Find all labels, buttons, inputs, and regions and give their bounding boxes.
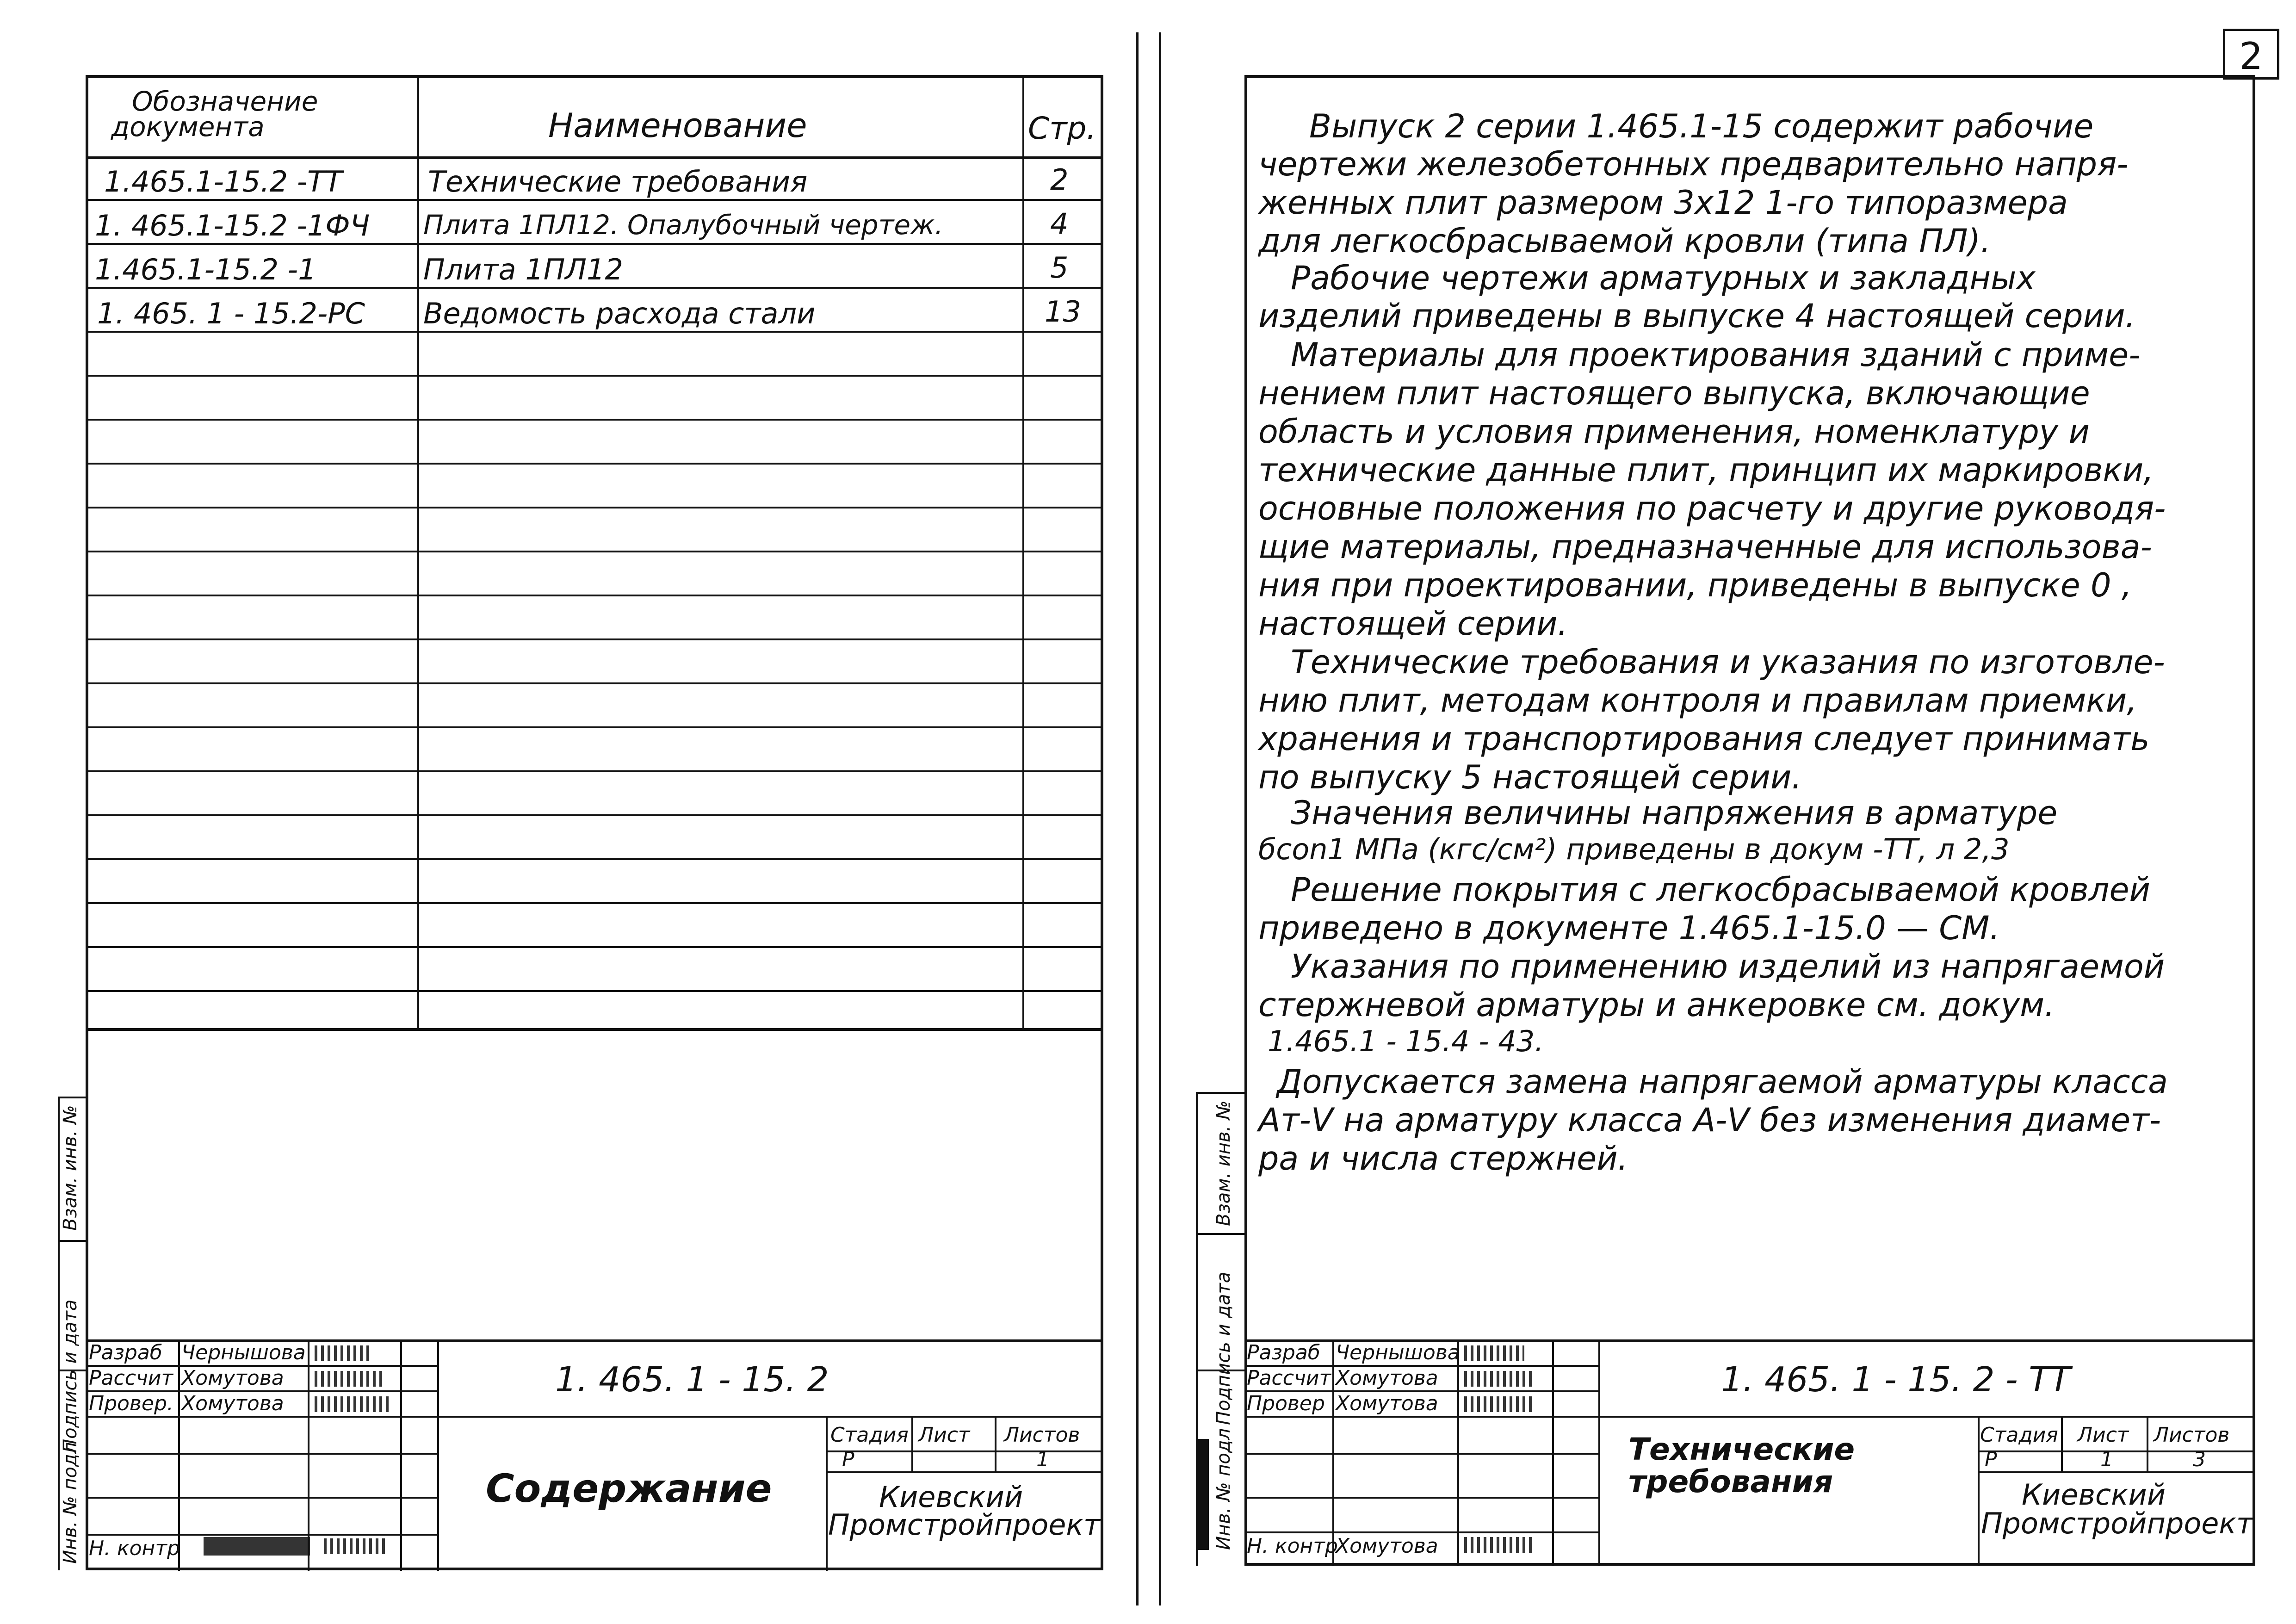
text-line-6: изделий приведены в выпуске 4 настоящей серии.: [1258, 297, 2135, 335]
ltb-c2: [308, 1339, 309, 1571]
row-line-3: [86, 287, 1103, 289]
text-line-7: Материалы для проектирования зданий с приме-: [1291, 336, 2141, 374]
ltb-title: Содержание: [486, 1466, 772, 1511]
rtb-title-l1: Технические: [1628, 1432, 1855, 1467]
text-line-23: Указания по применению изделий из напрягаемой: [1291, 948, 2165, 986]
text-line-20: бcon1 МПа (кгс/см²) приведены в докум -ТТ, л 2,3: [1258, 832, 2010, 866]
text-line-16: нию плит, методам контроля и правилам приемки,: [1258, 682, 2137, 719]
rtb-signature-1: [1464, 1345, 1524, 1361]
page-number-text: 2: [2239, 35, 2263, 78]
rtb-sheet: 1: [2100, 1448, 2113, 1471]
right-binding-ink: [1197, 1439, 1209, 1550]
text-line-21: Решение покрытия с легкосбрасываемой кровлей: [1291, 871, 2151, 909]
right-side-label-sign: Подпись и дата: [1213, 1271, 1234, 1425]
row-line-17: [86, 902, 1103, 904]
rtb-c5: [1978, 1416, 1980, 1566]
rtb-signature-6: [1464, 1537, 1534, 1553]
ltb-stage-c2: [995, 1416, 996, 1471]
ltb-stage-label: Стадия: [830, 1423, 909, 1447]
row-2-name: Плита 1ПЛ12. Опалубочный чертеж.: [423, 209, 943, 241]
ltb-name-2: Хомутова: [181, 1366, 284, 1390]
row-line-5: [86, 375, 1103, 377]
text-line-15: Технические требования и указания по изготовле-: [1291, 643, 2165, 681]
ltb-role-1: Разраб: [89, 1341, 162, 1364]
text-line-17: хранения и транспортирования следует принимать: [1258, 720, 2150, 758]
ltb-r6: [86, 1534, 437, 1536]
row-line-1: [86, 199, 1103, 201]
rtb-stage-row2: [1978, 1471, 2255, 1473]
table-bottom: [86, 1028, 1103, 1031]
ltb-sheet-label: Лист: [918, 1423, 970, 1447]
text-line-13: ния при проектировании, приведены в выпуске 0 ,: [1258, 566, 2132, 604]
ltb-name-3: Хомутова: [181, 1392, 284, 1415]
text-line-2: чертежи железобетонных предварительно напря-: [1258, 145, 2129, 183]
header-name: Наименование: [548, 106, 807, 145]
text-line-24: стержневой арматуры и анкеровке см. докум.: [1258, 986, 2055, 1024]
rtb-sheets: 3: [2193, 1448, 2206, 1471]
row-4-designation: 1. 465. 1 - 15.2-РС: [97, 297, 365, 330]
ltb-ink-blot: [204, 1537, 310, 1556]
rtb-org-l1: Киевский: [2022, 1478, 2166, 1512]
rtb-c4: [1598, 1339, 1600, 1566]
row-line-14: [86, 770, 1103, 772]
rtb-name-3: Хомутова: [1336, 1392, 1438, 1415]
row-line-10: [86, 595, 1103, 596]
ltb-sheets-label: Листов: [1004, 1423, 1080, 1447]
right-binding-sep1: [1196, 1233, 1245, 1235]
ltb-signature-3: [315, 1396, 389, 1412]
rtb-c3: [1552, 1339, 1554, 1566]
header-designation-l1: Обозначение: [132, 86, 318, 117]
row-line-2: [86, 243, 1103, 245]
ltb-c5: [826, 1416, 828, 1571]
ltb-c3: [400, 1339, 402, 1571]
rtb-c1: [1332, 1339, 1334, 1566]
text-line-1: Выпуск 2 серии 1.465.1-15 содержит рабочие: [1309, 107, 2094, 145]
text-line-8: нением плит настоящего выпуска, включающие: [1258, 374, 2090, 412]
rtb-role-1: Разраб: [1247, 1341, 1320, 1364]
ltb-stage-row2: [826, 1471, 1103, 1473]
left-side-label-replace: Взам. инв. №: [60, 1105, 81, 1231]
ltb-signature-1: [315, 1345, 370, 1361]
right-binding-top: [1196, 1092, 1245, 1094]
ltb-signature-2: [315, 1371, 384, 1387]
ltb-stage: Р: [842, 1448, 854, 1471]
ltb-c1: [178, 1339, 180, 1571]
ltb-role-2: Рассчит: [89, 1366, 173, 1390]
ltb-role-3: Провер.: [89, 1392, 173, 1415]
row-line-18: [86, 946, 1103, 948]
center-divider-left: [1136, 32, 1139, 1605]
text-line-26: Допускается замена напрягаемой арматуры класса: [1277, 1063, 2168, 1101]
rtb-name-2: Хомутова: [1336, 1366, 1438, 1390]
page-number: [2223, 29, 2279, 80]
ltb-sheets: 1: [1036, 1448, 1049, 1471]
row-line-13: [86, 726, 1103, 728]
center-divider-right: [1159, 32, 1161, 1605]
right-side-label-replace: Взам. инв. №: [1213, 1100, 1234, 1226]
rtb-stage-label: Стадия: [1980, 1423, 2058, 1447]
row-line-19: [86, 990, 1103, 992]
left-side-label-inv: Инв. № подл: [60, 1442, 81, 1564]
rtb-c2: [1457, 1339, 1459, 1566]
row-line-9: [86, 551, 1103, 552]
rtb-role-2: Рассчит: [1247, 1366, 1331, 1390]
row-1-page: 2: [1050, 163, 1069, 197]
rtb-role-6: Н. контр: [1247, 1534, 1338, 1558]
row-line-8: [86, 507, 1103, 508]
rtb-r6: [1244, 1531, 1598, 1533]
ltb-stage-c1: [911, 1416, 913, 1471]
header-page: Стр.: [1028, 111, 1096, 146]
row-3-name: Плита 1ПЛ12: [423, 253, 623, 286]
ltb-r4: [86, 1453, 437, 1455]
ltb-org-l2: Промстройпроект: [828, 1508, 1101, 1542]
ltb-code: 1. 465. 1 - 15. 2: [555, 1360, 829, 1400]
table-header-bottom: [86, 156, 1103, 159]
text-line-3: женных плит размером 3х12 1-го типоразмера: [1258, 184, 2068, 222]
rtb-name-1: Чернышова: [1336, 1341, 1460, 1364]
row-line-15: [86, 814, 1103, 816]
rtb-code: 1. 465. 1 - 15. 2 - ТТ: [1721, 1360, 2071, 1400]
text-line-14: настоящей серии.: [1258, 605, 1568, 643]
rtb-signature-2: [1464, 1371, 1534, 1387]
ltb-signature-6: [324, 1538, 389, 1554]
rtb-sheet-label: Лист: [2077, 1423, 2129, 1447]
row-1-designation: 1.465.1-15.2 -ТТ: [104, 165, 342, 198]
text-line-4: для легкосбрасываемой кровли (типа ПЛ).: [1258, 222, 1991, 260]
row-line-4: [86, 331, 1103, 333]
rtb-r3: [1244, 1416, 2255, 1418]
rtb-signature-3: [1464, 1396, 1534, 1412]
row-1-name: Технические требования: [428, 165, 808, 198]
text-line-9: область и условия применения, номенклатуру и: [1258, 413, 2090, 451]
rtb-org-l2: Промстройпроект: [1981, 1506, 2253, 1540]
text-line-19: Значения величины напряжения в арматуре: [1291, 794, 2058, 832]
rtb-stage-row1: [1978, 1450, 2255, 1452]
row-line-16: [86, 858, 1103, 860]
ltb-stage-row1: [826, 1450, 1103, 1452]
text-line-11: основные положения по расчету и другие руководя-: [1258, 490, 2166, 527]
ltb-r3: [86, 1416, 1103, 1418]
row-line-6: [86, 419, 1103, 421]
text-line-22: приведено в документе 1.465.1-15.0 — СМ.: [1258, 909, 2000, 947]
row-3-designation: 1.465.1-15.2 -1: [95, 253, 316, 286]
row-4-page: 13: [1045, 295, 1081, 329]
row-2-page: 4: [1050, 207, 1069, 241]
left-binding-top: [58, 1097, 87, 1098]
rtb-stage-c1: [2061, 1416, 2063, 1471]
ltb-r5: [86, 1497, 437, 1499]
rtb-sheets-label: Листов: [2154, 1423, 2230, 1447]
text-line-28: ра и числа стержней.: [1258, 1140, 1628, 1178]
text-line-18: по выпуску 5 настоящей серии.: [1258, 758, 1802, 796]
row-line-12: [86, 682, 1103, 684]
ltb-org-l1: Киевский: [879, 1480, 1023, 1514]
rtb-r4: [1244, 1453, 1598, 1455]
ltb-name-1: Чернышова: [181, 1341, 306, 1364]
text-line-27: Ат-V на арматуру класса А-V без изменения диамет-: [1258, 1101, 2161, 1139]
row-3-page: 5: [1050, 251, 1069, 285]
row-2-designation: 1. 465.1-15.2 -1ФЧ: [95, 209, 370, 242]
rtb-name-6: Хомутова: [1336, 1534, 1438, 1558]
text-line-10: технические данные плит, принцип их маркировки,: [1258, 451, 2154, 489]
row-line-11: [86, 638, 1103, 640]
ltb-c4: [437, 1339, 439, 1571]
text-line-25: 1.465.1 - 15.4 - 43.: [1268, 1024, 1544, 1058]
rtb-title-l2: требования: [1628, 1464, 1833, 1500]
rtb-r5: [1244, 1497, 1598, 1499]
rtb-role-3: Провер: [1247, 1392, 1325, 1415]
left-side-label-sign: Подпись и дата: [60, 1299, 81, 1453]
text-line-12: щие материалы, предназначенные для использова-: [1258, 528, 2152, 566]
right-side-label-inv: Инв. № подл: [1213, 1428, 1234, 1550]
ltb-role-6: Н. контр: [89, 1537, 180, 1560]
header-designation-l2: документа: [111, 111, 265, 143]
rtb-stage-c2: [2147, 1416, 2148, 1471]
rtb-stage: Р: [1985, 1448, 1997, 1471]
text-line-5: Рабочие чертежи арматурных и закладных: [1291, 259, 2036, 297]
row-4-name: Ведомость расхода стали: [423, 297, 816, 330]
row-line-7: [86, 463, 1103, 465]
left-binding-sep1: [58, 1240, 87, 1242]
